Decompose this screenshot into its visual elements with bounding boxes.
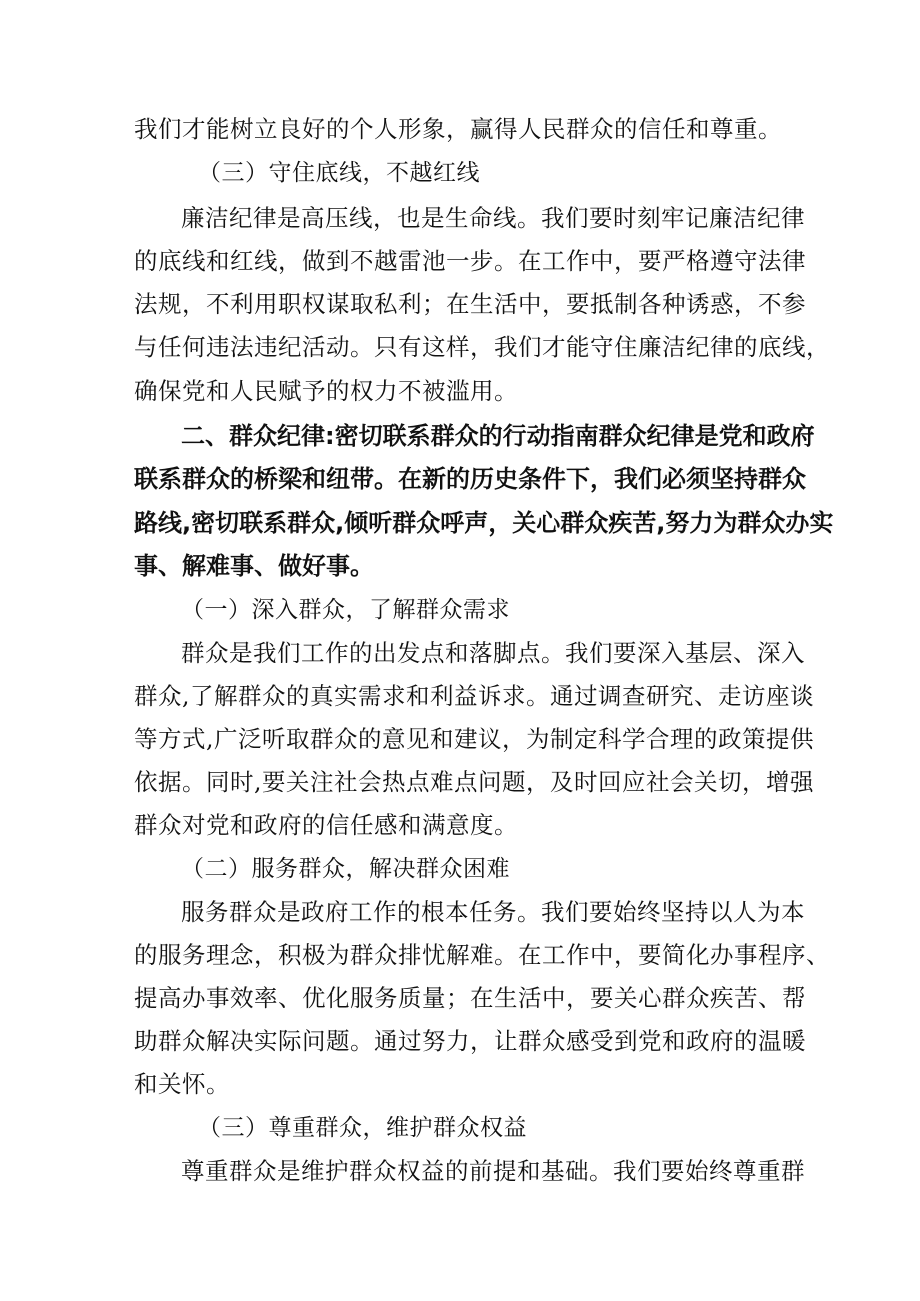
paragraph-line: 的底线和红线，做到不越雷池一步。在工作中，要严格遵守法律	[134, 247, 806, 275]
paragraph-line: 廉洁纪律是高压线，也是生命线。我们要时刻牢记廉洁纪律	[181, 204, 805, 232]
paragraph-line: 法规，不利用职权谋取私利；在生活中，要抵制各种诱惑，不参	[134, 290, 806, 318]
paragraph-line: 尊重群众是维护群众权益的前提和基础。我们要始终尊重群	[181, 1157, 805, 1185]
section-heading-line: 事、解难事、做好事。	[134, 552, 374, 580]
paragraph-line: 等方式,广泛听取群众的意见和建议，为制定科学合理的政策提供	[134, 725, 814, 753]
section-heading-line: 二、群众纪律:密切联系群众的行动指南群众纪律是党和政府	[181, 422, 815, 450]
paragraph-line: 助群众解决实际问题。通过努力，让群众感受到党和政府的温暖	[134, 1027, 806, 1055]
paragraph-line: 和关怀。	[134, 1070, 230, 1098]
paragraph-line: 群众对党和政府的信任感和满意度。	[134, 811, 518, 839]
section-heading-line: 联系群众的桥梁和纽带。在新的历史条件下，我们必须坚持群众	[134, 465, 806, 493]
paragraph-line: 确保党和人民赋予的权力不被滥用。	[134, 377, 518, 405]
paragraph-line: 的服务理念，积极为群众排忧解难。在工作中，要简化办事程序、	[134, 941, 830, 969]
subsection-heading: （二）服务群众，解决群众困难	[181, 856, 510, 882]
paragraph-line: 与任何违法违纪活动。只有这样，我们才能守住廉洁纪律的底线，	[134, 333, 830, 361]
subsection-heading: （一）深入群众，了解群众需求	[181, 597, 510, 623]
paragraph-line: 我们才能树立良好的个人形象，赢得人民群众的信任和尊重。	[134, 115, 782, 143]
section-heading-line: 路线,密切联系群众,倾听群众呼声，关心群众疾苦,努力为群众办实	[134, 509, 834, 537]
paragraph-line: 服务群众是政府工作的根本任务。我们要始终坚持以人为本	[181, 898, 805, 926]
paragraph-line: 群众是我们工作的出发点和落脚点。我们要深入基层、深入	[181, 639, 805, 667]
paragraph-line: 提高办事效率、优化服务质量；在生活中，要关心群众疾苦、帮	[134, 984, 806, 1012]
subsection-heading: （三）尊重群众，维护群众权益	[198, 1115, 527, 1141]
paragraph-line: 群众,了解群众的真实需求和利益诉求。通过调查研究、走访座谈	[134, 682, 814, 710]
paragraph-line: 依据。同时,要关注社会热点难点问题，及时回应社会关切，增强	[134, 768, 814, 796]
subsection-heading: （三）守住底线，不越红线	[198, 160, 480, 186]
